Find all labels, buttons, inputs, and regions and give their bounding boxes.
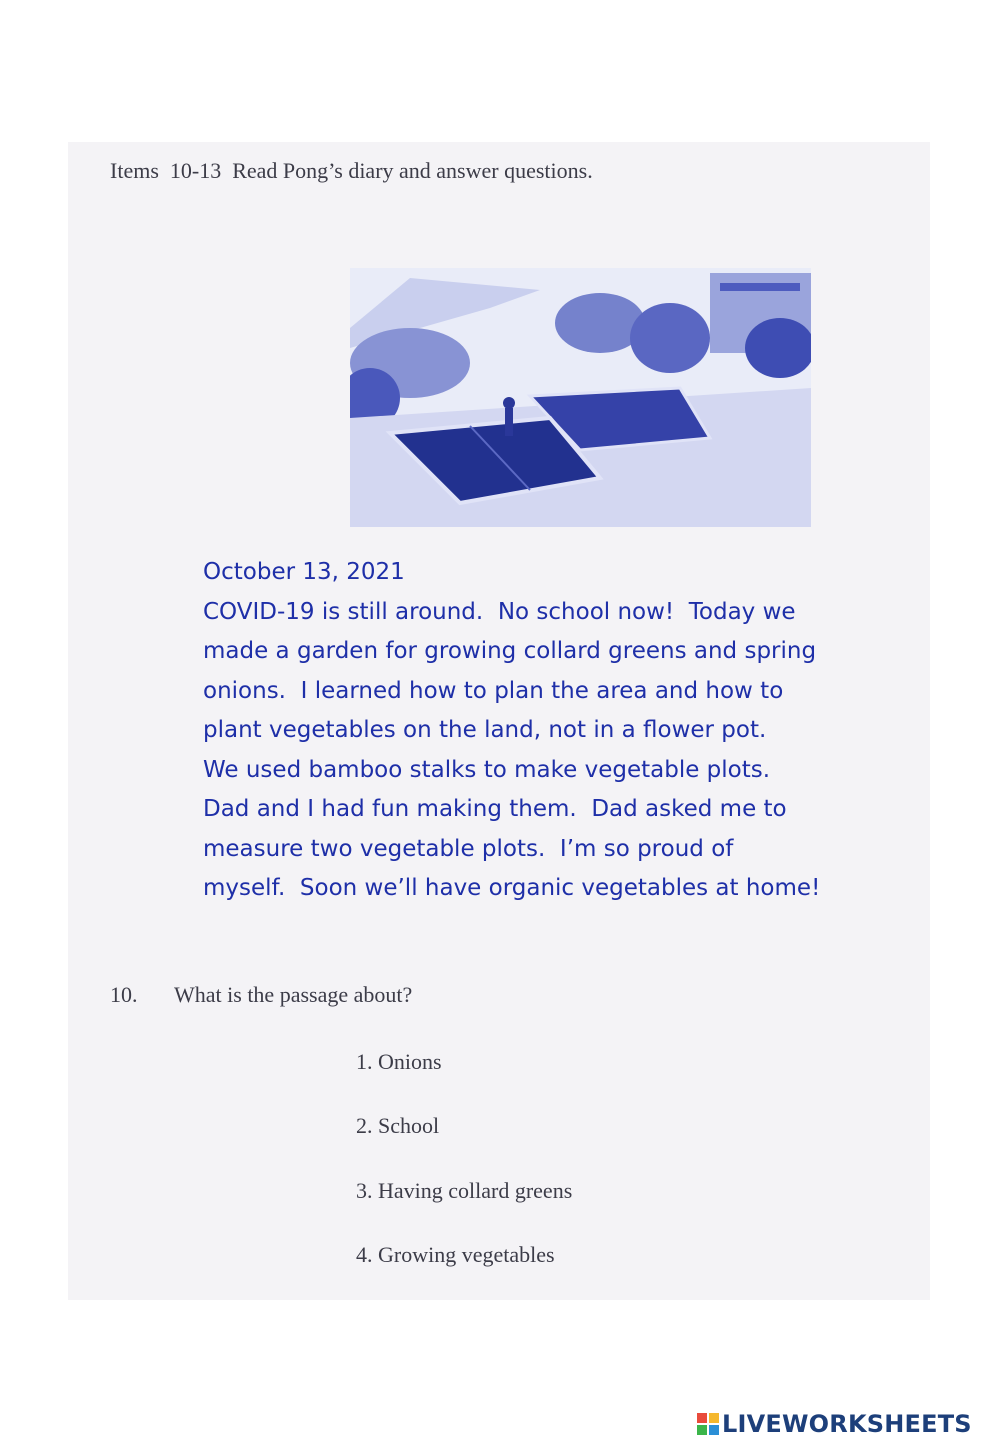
diary-line: made a garden for growing collard greens and spring: [203, 638, 817, 664]
question-number: 10.: [110, 982, 138, 1007]
answer-option-3[interactable]: 3. Having collard greens: [356, 1178, 573, 1203]
brand-text: LIVEWORKSHEETS: [722, 1410, 972, 1438]
question-text: What is the passage about?: [174, 982, 413, 1007]
answer-option-4[interactable]: 4. Growing vegetables: [356, 1242, 555, 1267]
liveworksheets-brand: [697, 1410, 972, 1438]
diary-line: We used bamboo stalks to make vegetable plots.: [203, 756, 771, 783]
garden-photo: [350, 268, 811, 527]
answer-option-2[interactable]: 2. School: [356, 1113, 440, 1138]
diary-line: measure two vegetable plots. I’m so proud of: [203, 835, 734, 862]
diary-entry: [203, 553, 923, 909]
question-10: [110, 982, 412, 1008]
instructions-heading: Items 10-13 Read Pong’s diary and answer questions.: [110, 158, 593, 183]
diary-date: October 13, 2021: [203, 559, 405, 585]
answer-option-1[interactable]: 1. Onions: [356, 1049, 442, 1074]
diary-line: myself. Soon we’ll have organic vegetables at home!: [203, 875, 821, 901]
diary-line: Dad and I had fun making them. Dad asked me to: [203, 796, 787, 822]
liveworksheets-logo-icon: [697, 1413, 719, 1435]
diary-line: onions. I learned how to plan the area and how to: [203, 677, 784, 704]
diary-line: plant vegetables on the land, not in a flower pot.: [203, 717, 767, 743]
diary-line: COVID-19 is still around. No school now! Today we: [203, 598, 796, 625]
